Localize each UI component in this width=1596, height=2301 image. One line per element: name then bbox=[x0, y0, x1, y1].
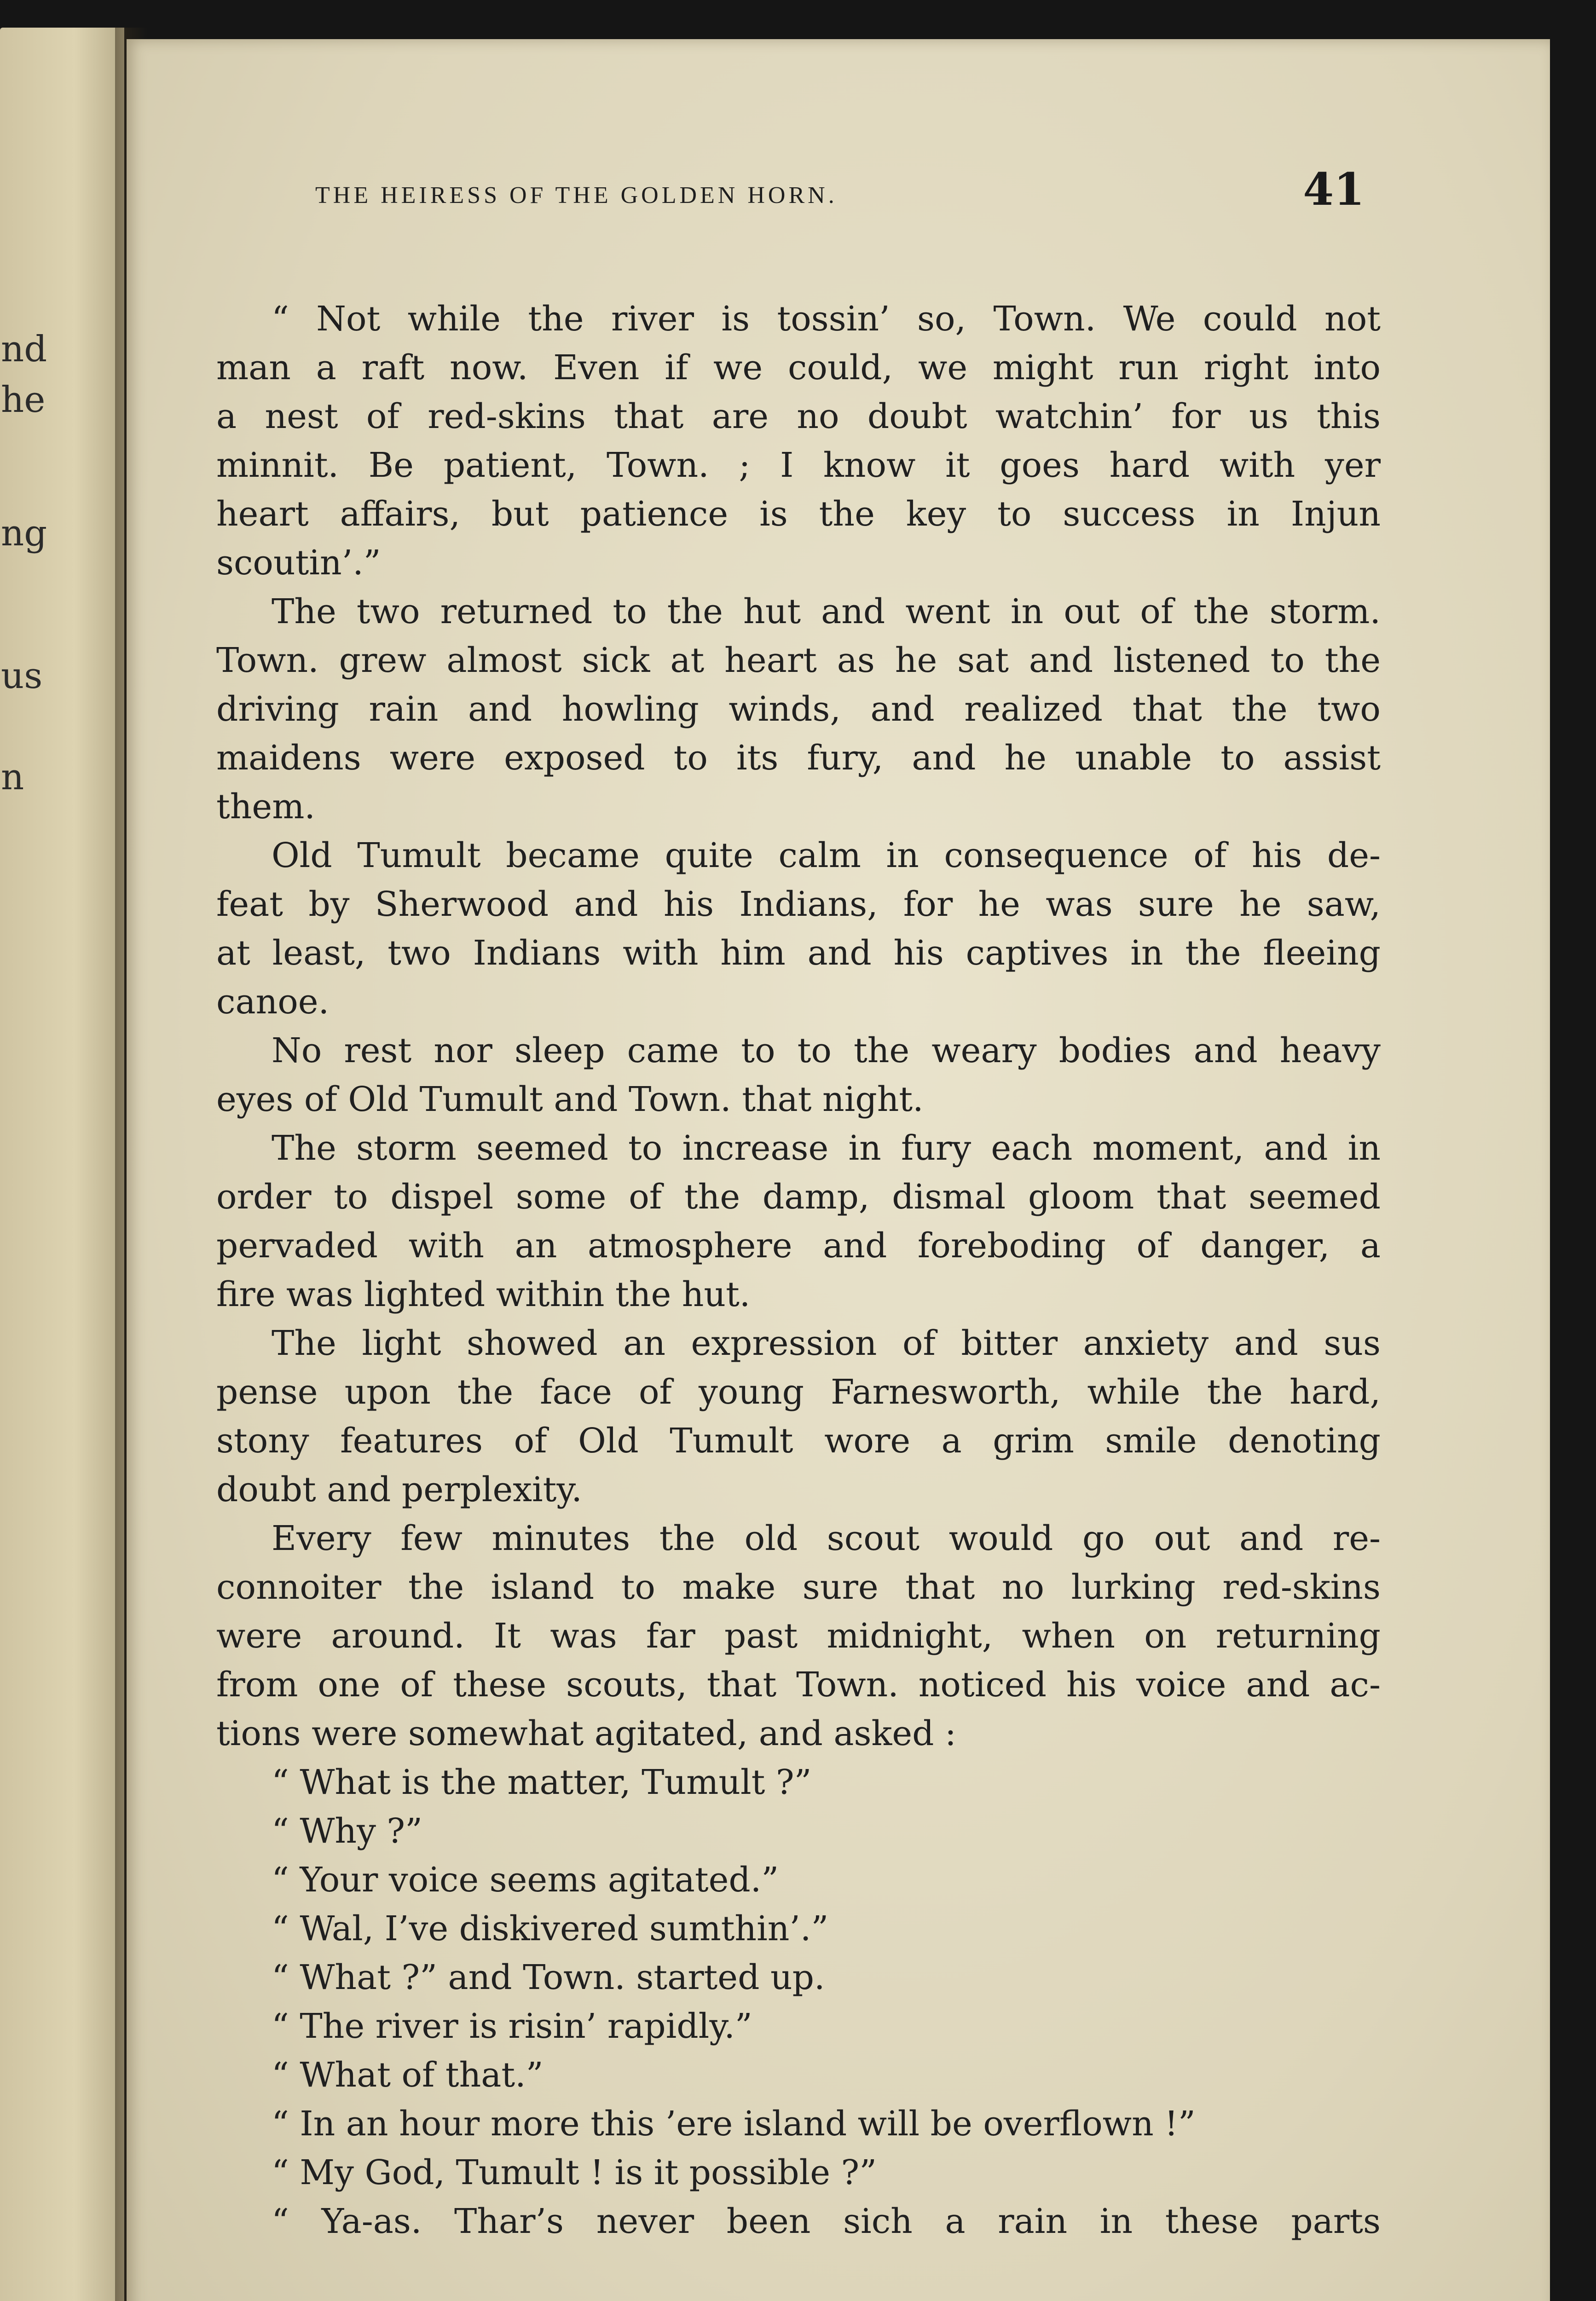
text-line: doubt and perplexity. bbox=[216, 1470, 582, 1509]
text-line: man a raft now. Even if we could, we might run right into bbox=[216, 348, 1381, 387]
text-line: “ In an hour more this ’ere island will be overflown !” bbox=[272, 2104, 1196, 2144]
text-line: connoiter the island to make sure that no lurking red-skins bbox=[216, 1567, 1381, 1607]
text-line: driving rain and howling winds, and realized that the two bbox=[216, 689, 1381, 729]
text-line: “ Ya-as. Thar’s never been sich a rain in these parts bbox=[272, 2202, 1381, 2241]
text-line: were around. It was far past midnight, when on returning bbox=[216, 1616, 1381, 1656]
running-head-title: THE HEIRESS OF THE GOLDEN HORN. bbox=[315, 182, 838, 208]
text-line: from one of these scouts, that Town. noticed his voice and ac- bbox=[216, 1665, 1381, 1705]
text-line: “ What of that.” bbox=[272, 2055, 544, 2095]
text-line: Old Tumult became quite calm in consequence of his de- bbox=[272, 836, 1381, 875]
text-line: them. bbox=[216, 787, 315, 827]
left-page-fragment: ng bbox=[1, 513, 47, 554]
running-head bbox=[315, 163, 1365, 228]
left-page-fragment: us bbox=[1, 655, 43, 697]
text-line: order to dispel some of the damp, dismal gloom that seemed bbox=[216, 1177, 1381, 1217]
text-line: pense upon the face of young Farnesworth, while the hard, bbox=[216, 1372, 1381, 1412]
text-line: eyes of Old Tumult and Town. that night. bbox=[216, 1080, 924, 1119]
left-page-fragment: n bbox=[1, 757, 24, 798]
text-line: The two returned to the hut and went in out of the storm. bbox=[272, 592, 1381, 631]
text-line: The light showed an expression of bitter anxiety and sus bbox=[272, 1324, 1381, 1363]
left-page-fragment: he bbox=[1, 379, 46, 421]
text-line: scoutin’.” bbox=[216, 543, 381, 583]
text-line: Every few minutes the old scout would go out and re- bbox=[272, 1519, 1381, 1558]
text-line: minnit. Be patient, Town. ; I know it goes hard with yer bbox=[216, 445, 1381, 485]
text-line: “ My God, Tumult ! is it possible ?” bbox=[272, 2153, 877, 2192]
text-line: pervaded with an atmosphere and foreboding of danger, a bbox=[216, 1226, 1381, 1266]
text-line: Town. grew almost sick at heart as he sat and listened to the bbox=[216, 641, 1381, 680]
text-line: “ What ?” and Town. started up. bbox=[272, 1958, 825, 1997]
text-line: stony features of Old Tumult wore a grim smile denoting bbox=[216, 1421, 1381, 1461]
text-line: “ Why ?” bbox=[272, 1811, 422, 1851]
text-line: heart affairs, but patience is the key to success in Injun bbox=[216, 494, 1381, 534]
text-line: feat by Sherwood and his Indians, for he was sure he saw, bbox=[216, 885, 1381, 924]
text-line: maidens were exposed to its fury, and he unable to assist bbox=[216, 738, 1381, 778]
text-line: “ The river is risin’ rapidly.” bbox=[272, 2006, 752, 2046]
text-line: at least, two Indians with him and his captives in the fleeing bbox=[216, 933, 1381, 973]
text-line: canoe. bbox=[216, 982, 330, 1022]
body-text bbox=[216, 295, 1381, 2246]
text-line: No rest nor sleep came to to the weary bodies and heavy bbox=[272, 1031, 1381, 1070]
text-line: “ Wal, I’ve diskivered sumthin’.” bbox=[272, 1909, 829, 1948]
left-page-fragment: nd bbox=[1, 329, 47, 370]
text-line: The storm seemed to increase in fury each moment, and in bbox=[272, 1128, 1381, 1168]
previous-page-edge bbox=[0, 28, 124, 2301]
text-line: fire was lighted within the hut. bbox=[216, 1275, 751, 1314]
text-line: “ Your voice seems agitated.” bbox=[272, 1860, 779, 1900]
text-line: tions were somewhat agitated, and asked : bbox=[216, 1714, 956, 1753]
text-line: “ Not while the river is tossin’ so, Town. We could not bbox=[272, 299, 1381, 339]
text-line: “ What is the matter, Tumult ?” bbox=[272, 1763, 812, 1802]
text-line: a nest of red-skins that are no doubt watchin’ for us this bbox=[216, 397, 1381, 436]
page-number: 41 bbox=[1303, 163, 1365, 215]
